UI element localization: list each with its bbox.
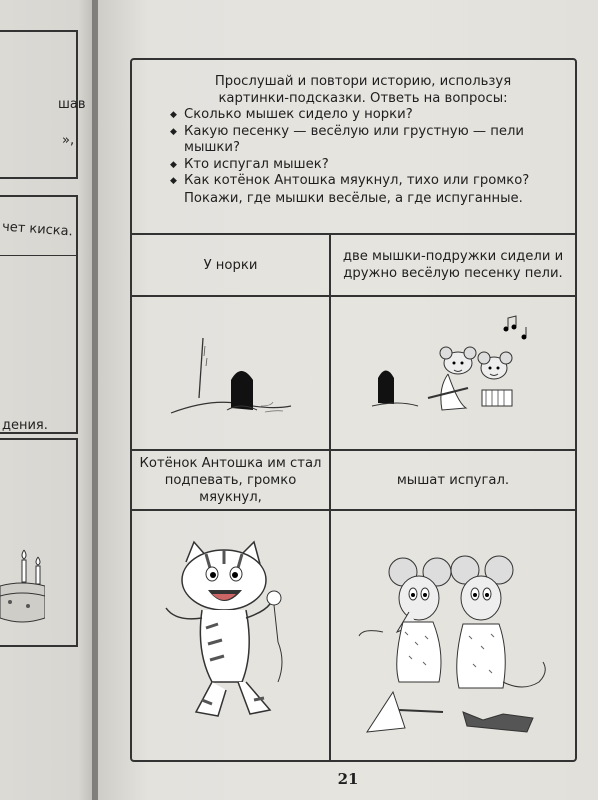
left-page-fragment: шав [58, 97, 86, 112]
scared-mice-illustration [353, 532, 553, 742]
picture-cell [331, 297, 575, 451]
exercise-frame [130, 58, 577, 762]
question-item: ◆ Кто испугал мышек? [170, 156, 329, 172]
question-list [168, 107, 558, 190]
workbook-page [98, 0, 598, 800]
singing-mice-illustration [358, 308, 548, 438]
question-item: ◆ Какую песенку — весёлую или грустную — пели мышки? [170, 123, 524, 155]
bullet-icon: ◆ [170, 110, 177, 120]
intro-line: картинки-подсказки. Ответь на вопросы: [218, 90, 508, 106]
caption-cell: две мышки-подружки сидели и дружно весёлую песенку пели. [331, 235, 575, 297]
caption-cell: Котёнок Антошка им стал подпевать, громко мяукнул, [132, 451, 331, 511]
birthday-cake-illustration [0, 540, 45, 630]
question-item: ◆ Как котёнок Антошка мяукнул, тихо или громко? [170, 173, 530, 188]
page-number: 21 [337, 770, 359, 788]
bullet-icon: ◆ [170, 126, 177, 137]
story-grid [132, 233, 575, 762]
caption-cell: У норки [132, 235, 331, 297]
picture-cell [132, 511, 331, 762]
picture-cell [132, 297, 331, 451]
picture-cell [331, 511, 575, 762]
question-item: ◆ Сколько мышек сидело у норки? [170, 107, 413, 122]
mouse-hole-illustration [161, 318, 301, 428]
bullet-icon: ◆ [170, 176, 177, 186]
exercise-instructions [168, 74, 558, 207]
left-page-fragment: чет киска. [1, 219, 74, 240]
previous-page [0, 0, 98, 800]
kitten-singing-illustration [146, 532, 316, 742]
instruction-text: Покажи, где мышки весёлые, а где испуганные. [184, 190, 523, 206]
intro-line: Прослушай и повтори историю, используя [214, 74, 512, 89]
caption-cell: мышат испугал. [331, 451, 575, 511]
bullet-icon: ◆ [170, 159, 177, 170]
left-page-fragment: дения. [2, 418, 48, 433]
left-page-fragment: », [62, 133, 75, 148]
